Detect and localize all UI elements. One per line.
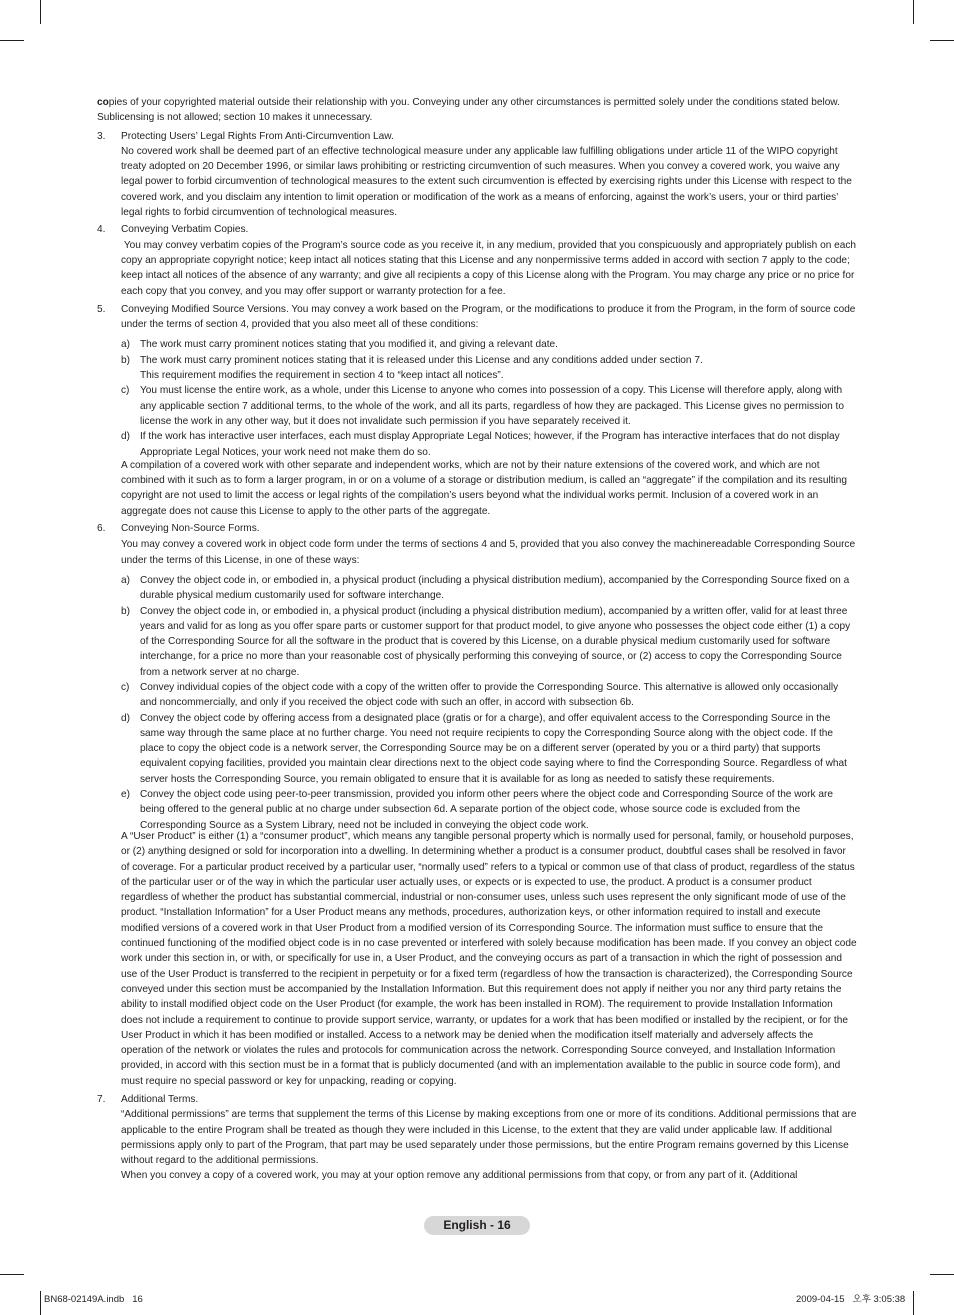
section-body: You may convey verbatim copies of the Program’s source code as you receive it, in any medium, provided that you conspicuously and appropriately publish on each copy an appropriate copyright notice; keep intact all notices stating that this License and any nonpermissive terms added in accord with section 7 apply to the code; keep intact all notices of the absence of any warranty; and give all recipients a copy of this License along with the Program. You may charge any price or no price for each copy that you convey, and you may offer support or warranty protection for a fee. xyxy=(121,239,859,297)
section-title: Protecting Users’ Legal Rights From Anti-Circumvention Law. xyxy=(121,130,394,142)
crop-mark xyxy=(930,1274,954,1275)
print-timestamp: 2009-04-15 오후 3:05:38 xyxy=(796,1294,906,1305)
section-number: 5. xyxy=(97,303,106,315)
section-title: Conveying Non-Source Forms. xyxy=(121,523,260,535)
crop-mark xyxy=(913,1291,914,1315)
section-number: 7. xyxy=(97,1094,106,1105)
item-letter: a) xyxy=(121,339,130,351)
section-number: 4. xyxy=(97,224,106,236)
list-item xyxy=(97,573,857,604)
list-item xyxy=(97,353,857,384)
item-letter: a) xyxy=(121,574,130,586)
crop-mark xyxy=(0,40,24,41)
item-letter: b) xyxy=(121,605,130,617)
item-text: Convey the object code by offering access from a designated place (gratis or for a charge), and offer equivalent access to the Corresponding Source in the same way through the same place at no further charge. You need not require recipients to copy the Corresponding Source along with the object code. If the place to copy the object code is a network server, the Corresponding Source may be on a different server (operated by you or a third party) that supports equivalent copying facilities, provided you maintain clear directions next to the object code saying where to find the Corresponding Source. Regardless of what server hosts the Corresponding Source, you remain obligated to ensure that it is available for as long as needed to satisfy these requirements. xyxy=(140,712,847,785)
section-title: Conveying Verbatim Copies. xyxy=(121,224,249,236)
section-7 xyxy=(97,1092,857,1184)
section-3 xyxy=(97,129,857,221)
item-extra: This requirement modifies the requirement in section 4 to “keep intact all notices”. xyxy=(140,370,504,382)
item-text: Convey the object code using peer-to-peer transmission, provided you inform other peers where the object code and Corresponding Source of the work are being offered to the general public at no charge under subsection 6d. A separate portion of the object code, whose source code is excluded from the Corresponding Source as a System Library, need not be included in conveying the object code work. xyxy=(140,789,833,831)
section-5 xyxy=(97,302,857,333)
lead-text: pies of your copyrighted material outside their relationship with you. Conveying under any other circumstances is permitted solely under the conditions stated below. Sublicensing is not allowed; section 10 makes it unnecessary. xyxy=(97,97,840,124)
crop-mark xyxy=(913,0,914,24)
section-number: 3. xyxy=(97,130,106,142)
section-6 xyxy=(97,521,857,568)
crop-mark xyxy=(930,40,954,41)
section-title: Conveying Modified Source Versions. You may convey a work based on the Program, or the modifications to produce it from the Program, in the form of source code under the terms of section 4, provided that you also meet all of these conditions: xyxy=(121,303,856,331)
list-item xyxy=(97,604,857,680)
crop-mark xyxy=(40,0,41,24)
list-item xyxy=(97,680,857,711)
item-letter: d) xyxy=(121,712,130,724)
section-body: When you convey a copy of a covered work, you may at your option remove any additional permissions from that copy, or from any part of it. (Additional xyxy=(121,1170,798,1182)
section-body: No covered work shall be deemed part of an effective technological measure under any applicable law fulfilling obligations under article 11 of the WIPO copyright treaty adopted on 20 December 1996, or similar laws prohibiting or restricting circumvention of such measures. When you convey a covered work, you waive any legal power to forbid circumvention of technological measures to the extent such circumvention is effected by exercising rights under this License with respect to the covered work, and you disclaim any intention to limit operation or modification of the work as a means of enforcing, against the work’s users, your or third parties’ legal rights to forbid circumvention of technological measures. xyxy=(121,145,852,219)
item-letter: b) xyxy=(121,354,130,366)
crop-mark xyxy=(0,1274,24,1275)
section-4 xyxy=(97,222,857,298)
item-text: Convey the object code in, or embodied in, a physical product (including a physical distribution medium), accompanied by a written offer, valid for at least three years and valid for as long as you offer spare parts or customer support for that product model, to give anyone who possesses the object code either (1) a copy of the Corresponding Source for all the software in the product that is covered by this License, on a durable physical medium customarily used for software interchange, for a price no more than your reasonable cost of physically performing this conveying of source, or (2) access to copy the Corresponding Source from a network server at no charge. xyxy=(140,605,851,678)
item-letter: c) xyxy=(121,385,130,397)
item-text: You must license the entire work, as a whole, under this License to anyone who comes into possession of a copy. This License will therefore apply, along with any applicable section 7 additional terms, to the whole of the work, and all its parts, regardless of how they are packaged. This License gives no permission to license the work in any other way, but it does not invalidate such permission if you have separately received it. xyxy=(140,385,844,427)
item-text: If the work has interactive user interfaces, each must display Appropriate Legal Notices; however, if the Program has interactive interfaces that do not display Appropriate Legal Notices, your work need not make them do so. xyxy=(140,431,840,458)
item-text: Convey individual copies of the object code with a copy of the written offer to provide the Corresponding Source. This alternative is allowed only occasionally and noncommercially, and only if you received the object code with such an offer, in accord with subsection 6b. xyxy=(140,681,839,709)
item-letter: d) xyxy=(121,431,130,443)
section-intro: You may convey a covered work in object code form under the terms of sections 4 and 5, provided that you also convey the machinereadable Corresponding Source under the terms of this License, in one of these ways: xyxy=(121,539,856,566)
aggregate-paragraph: A compilation of a covered work with other separate and independent works, which are not by their nature extensions of the covered work, and which are not combined with it such as to form a larger program, in or on a volume of a storage or distribution medium, is called an “aggregate” if the compilation and its resulting copyright are not used to limit the access or legal rights of the compilation’s users beyond what the individual works permit. Inclusion of a covered work in an aggregate does not cause this License to apply to the other parts of the aggregate. xyxy=(121,459,847,517)
section-title: Additional Terms. xyxy=(121,1094,199,1105)
list-item xyxy=(97,383,857,429)
lead-paragraph xyxy=(97,95,857,126)
item-letter: e) xyxy=(121,789,130,801)
list-item xyxy=(97,787,857,833)
page-number-badge: English - 16 xyxy=(424,1216,530,1235)
item-letter: c) xyxy=(121,681,130,693)
crop-mark xyxy=(40,1291,41,1315)
list-item xyxy=(97,429,857,460)
section-number: 6. xyxy=(97,523,106,535)
list-item xyxy=(97,711,857,787)
license-text xyxy=(97,95,857,1184)
user-product-paragraph: A “User Product” is either (1) a “consumer product”, which means any tangible personal property which is normally used for personal, family, or household purposes, or (2) anything designed or sold for incorporation into a dwelling. In determining whether a product is a consumer product, doubtful cases shall be resolved in favor of coverage. For a particular product received by a particular user, “normally used” refers to a typical or common use of that class of product, regardless of the status of the particular user or of the way in which the particular user actually uses, or expects or is expected to use, the product. A product is a consumer product regardless of whether the product has substantial commercial, industrial or non-consumer uses, unless such uses represent the only significant mode of use of the product. “Installation Information” for a User Product means any methods, procedures, authorization keys, or other information required to install and execute modified versions of a covered work in that User Product from a modified version of its Corresponding Source. The information must suffice to ensure that the continued functioning of the modified object code is in no case prevented or interfered with solely because modification has been made. If you convey an object code work under this section in, or with, or specifically for use in, a User Product, and the conveying occurs as part of a transaction in which the right of possession and use of the User Product is transferred to the recipient in perpetuity or for a fixed term (regardless of how the transaction is characterized), the Corresponding Source conveyed under this section must be accompanied by the Installation Information. But this requirement does not apply if neither you nor any third party retains the ability to install modified object code on the User Product (for example, the work has been installed in ROM). The requirement to provide Installation Information does not include a requirement to continue to provide support service, warranty, or updates for a work that has been modified or installed by the recipient, or for the User Product in which it has been modified or installed. Access to a network may be denied when the modification itself materially and adversely affects the operation of the network or violates the rules and protocols for communication across the network. Corresponding Source conveyed, and Installation Information provided, in accord with this section must be in a format that is publicly documented (and with an implementation available to the public in source code form), and must require no special password or key for unpacking, reading or copying. xyxy=(121,830,857,1087)
item-text: The work must carry prominent notices stating that it is released under this License and any conditions added under section 7. xyxy=(140,354,703,366)
section-body: “Additional permissions” are terms that supplement the terms of this License by making exceptions from one or more of its conditions. Additional permissions that are applicable to the entire Program shall be treated as though they were included in this License, to the extent that they are valid under applicable law. If additional permissions apply only to part of the Program, that part may be used separately under those permissions, but the entire Program remains governed by this License without regard to the additional permissions. xyxy=(121,1109,857,1167)
list-item xyxy=(97,337,857,352)
item-text: The work must carry prominent notices stating that you modified it, and giving a relevant date. xyxy=(140,339,558,351)
lead-bold: co xyxy=(97,97,109,108)
item-text: Convey the object code in, or embodied in, a physical product (including a physical distribution medium), accompanied by the Corresponding Source fixed on a durable physical medium customarily used for software interchange. xyxy=(140,574,850,602)
file-name: BN68-02149A.indb 16 xyxy=(44,1294,143,1305)
